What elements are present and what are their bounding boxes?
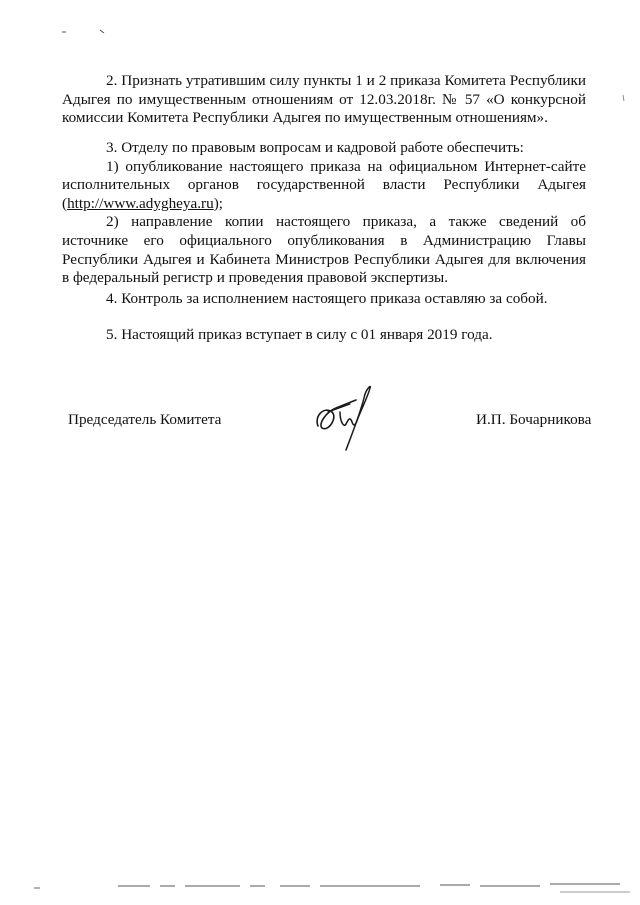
paragraph-4-text: 4. Контроль за исполнением настоящего приказа оставляю за собой. <box>106 290 548 307</box>
website-link[interactable]: http://www.adygheya.ru <box>67 194 214 212</box>
paragraph-3-item-2: 2) направление копии настоящего приказа, а также сведений об источнике его официального опубликования в Администрацию Главы Республики Адыгея и Кабинета Министров Республики Адыгея для включения в федеральный регистр и проведения правовой экспертизы. <box>62 213 586 287</box>
paragraph-2-text: 2. Признать утратившим силу пункты 1 и 2 приказа Комитета Республики Адыгея по имущественным отношениям от 12.03.2018г. № 57 «О конкурсной комиссии Комитета Республики Адыгея по имущественным отношениям». <box>62 72 586 127</box>
paragraph-5-text: 5. Настоящий приказ вступает в силу с 01 января 2019 года. <box>106 326 493 343</box>
position-title: Председатель Комитета <box>68 411 222 428</box>
paragraph-3-item-1: 1) опубликование настоящего приказа на официальном Интернет-сайте исполнительных органов государственной власти Республики Адыгея ( <box>62 157 586 212</box>
paragraph-3-heading: 3. Отделу по правовым вопросам и кадровой работе обеспечить: <box>106 139 524 156</box>
paragraph-2 <box>62 72 586 128</box>
scan-artifact-top <box>60 26 120 36</box>
scan-artifact-bottom <box>0 870 640 900</box>
handwritten-signature <box>310 382 380 454</box>
paragraph-4 <box>62 290 586 309</box>
paragraph-5 <box>62 326 586 345</box>
signer-name: И.П. Бочарникова <box>476 411 592 428</box>
paragraph-3-item-1-tail: ); <box>213 194 223 212</box>
paragraph-3 <box>62 139 586 288</box>
scan-artifact-side <box>622 94 626 102</box>
